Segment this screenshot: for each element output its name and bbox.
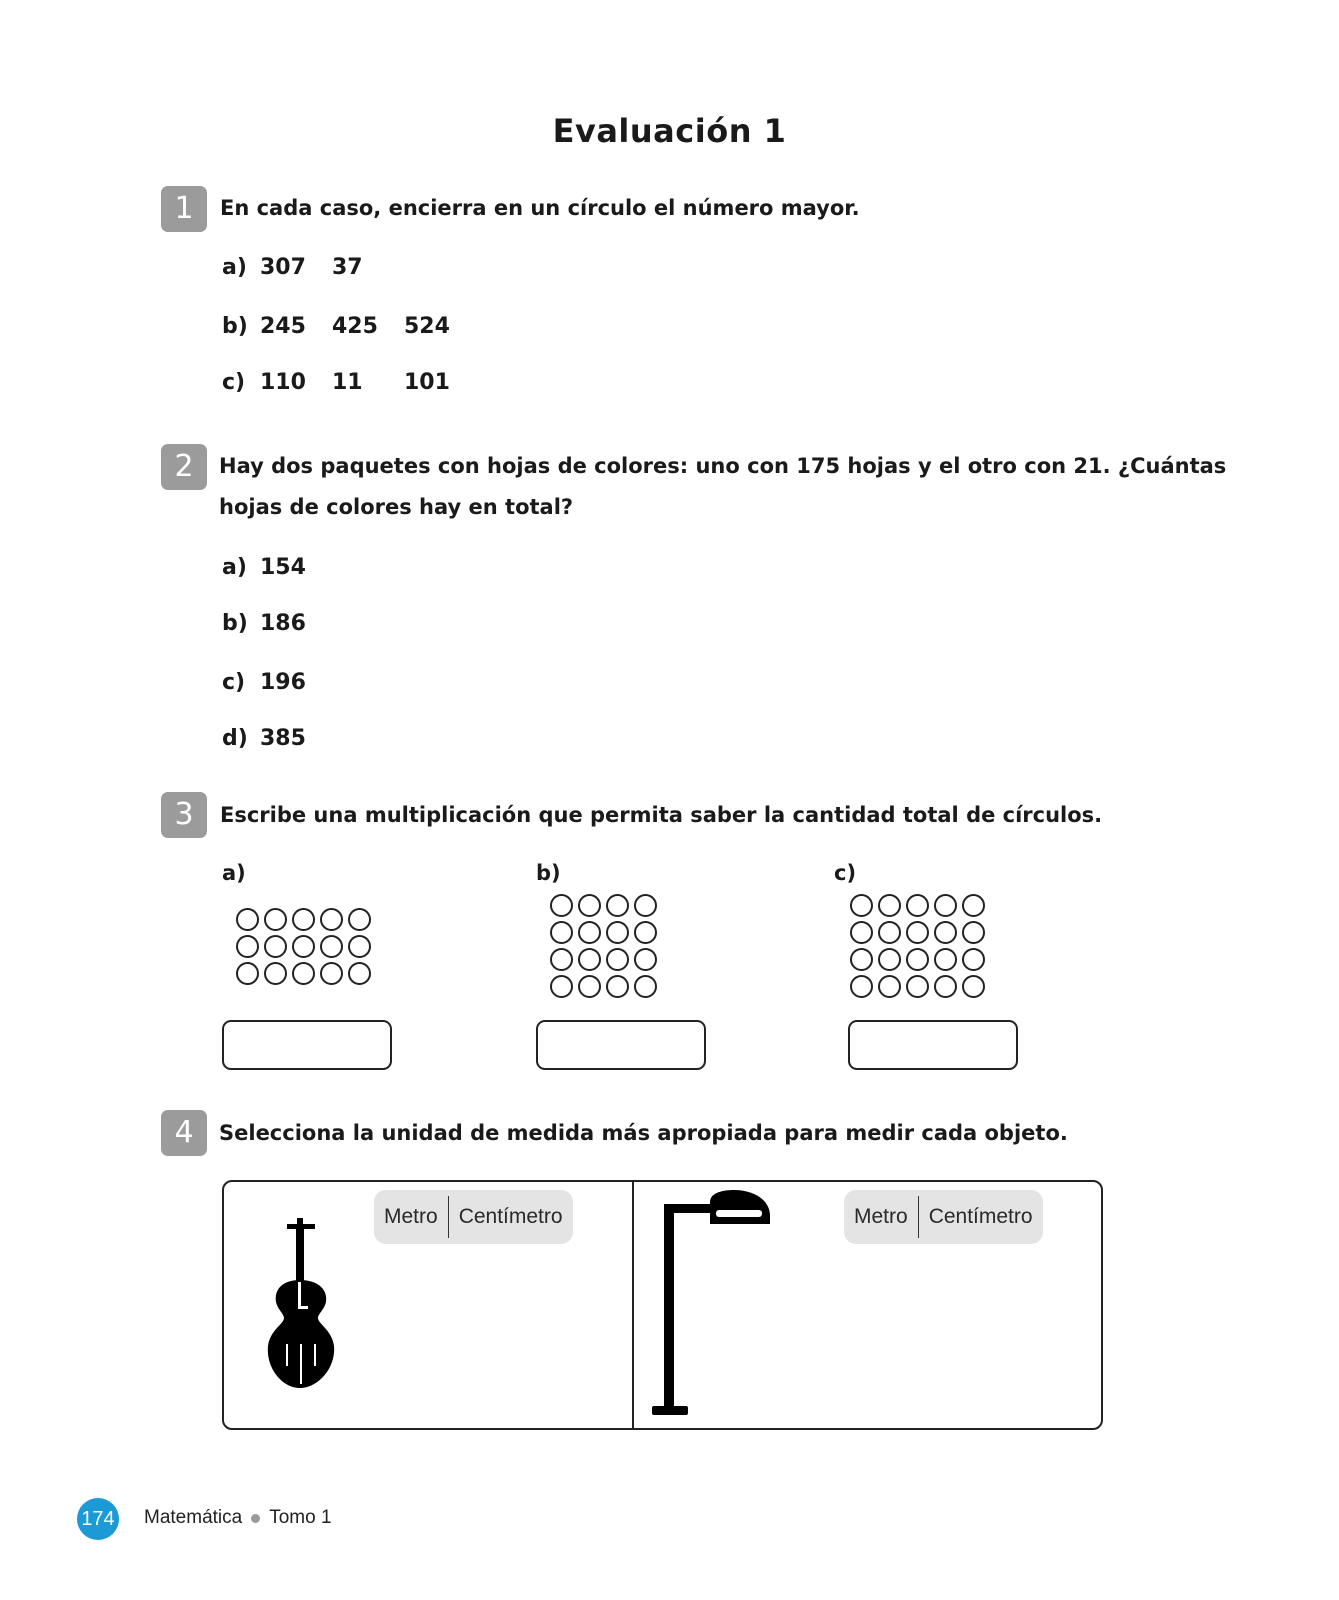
violin-icon bbox=[262, 1216, 342, 1394]
answer-option-b[interactable] bbox=[222, 611, 306, 636]
circle bbox=[962, 975, 985, 998]
footer-label bbox=[144, 1507, 332, 1529]
circle bbox=[906, 948, 929, 971]
volume-label: Tomo 1 bbox=[269, 1507, 332, 1528]
circle bbox=[264, 908, 287, 931]
option-letter: a) bbox=[222, 555, 247, 580]
circle bbox=[934, 948, 957, 971]
item-letter: b) bbox=[222, 314, 248, 339]
number-option[interactable]: 245 bbox=[260, 314, 306, 339]
circle bbox=[264, 935, 287, 958]
option-letter: d) bbox=[222, 726, 248, 751]
array-letter-b: b) bbox=[536, 861, 561, 885]
street-lamp-icon bbox=[650, 1190, 774, 1418]
q1-item-a bbox=[222, 255, 404, 280]
array-letter-a: a) bbox=[222, 861, 246, 885]
circle-array-a bbox=[236, 908, 371, 985]
question-prompt: Escribe una multiplicación que permita saber la cantidad total de círculos. bbox=[220, 803, 1103, 827]
option-value: 186 bbox=[260, 611, 306, 636]
circle bbox=[236, 908, 259, 931]
page-number-badge: 174 bbox=[77, 1498, 119, 1540]
circle bbox=[320, 935, 343, 958]
circle bbox=[934, 975, 957, 998]
circle bbox=[906, 975, 929, 998]
question-number-badge: 4 bbox=[161, 1110, 207, 1156]
circle bbox=[850, 921, 873, 944]
unit-option-metro[interactable]: Metro bbox=[854, 1205, 908, 1228]
circle bbox=[348, 908, 371, 931]
q1-item-b bbox=[222, 314, 476, 339]
circle bbox=[606, 894, 629, 917]
item-letter: c) bbox=[222, 370, 246, 395]
circle bbox=[550, 894, 573, 917]
circle bbox=[878, 975, 901, 998]
question-prompt: Selecciona la unidad de medida más apropiada para medir cada objeto. bbox=[219, 1121, 1068, 1145]
number-option[interactable]: 37 bbox=[332, 255, 363, 280]
option-value: 385 bbox=[260, 726, 306, 751]
circle bbox=[320, 962, 343, 985]
number-option[interactable]: 110 bbox=[260, 370, 306, 395]
circle bbox=[292, 908, 315, 931]
circle bbox=[878, 894, 901, 917]
circle bbox=[578, 948, 601, 971]
circle bbox=[634, 921, 657, 944]
circle bbox=[878, 948, 901, 971]
circle bbox=[348, 935, 371, 958]
circle bbox=[320, 908, 343, 931]
subject-label: Matemática bbox=[144, 1507, 243, 1528]
circle bbox=[634, 975, 657, 998]
circle bbox=[348, 962, 371, 985]
answer-option-a[interactable] bbox=[222, 555, 306, 580]
item-letter: a) bbox=[222, 255, 247, 280]
circle bbox=[578, 975, 601, 998]
unit-selector-violin bbox=[374, 1190, 573, 1244]
array-letter-c: c) bbox=[834, 861, 857, 885]
panel-divider bbox=[632, 1181, 634, 1429]
number-option[interactable]: 425 bbox=[332, 314, 378, 339]
circle bbox=[578, 894, 601, 917]
circle bbox=[962, 894, 985, 917]
circle bbox=[606, 975, 629, 998]
circle bbox=[606, 948, 629, 971]
circle bbox=[850, 975, 873, 998]
bullet-dot-icon bbox=[251, 1514, 260, 1523]
circle bbox=[850, 948, 873, 971]
answer-option-c[interactable] bbox=[222, 670, 306, 695]
question-prompt-line2: hojas de colores hay en total? bbox=[219, 495, 574, 519]
number-option[interactable]: 524 bbox=[404, 314, 450, 339]
q1-item-c bbox=[222, 370, 476, 395]
circle bbox=[236, 962, 259, 985]
option-value: 196 bbox=[260, 670, 306, 695]
question-prompt-line1: Hay dos paquetes con hojas de colores: uno con 175 hojas y el otro con 21. ¿Cuántas bbox=[219, 454, 1227, 478]
circle bbox=[850, 894, 873, 917]
unit-option-metro[interactable]: Metro bbox=[384, 1205, 438, 1228]
option-letter: c) bbox=[222, 670, 246, 695]
circle-array-b bbox=[550, 894, 657, 998]
circle bbox=[634, 894, 657, 917]
circle bbox=[550, 921, 573, 944]
question-number-badge: 2 bbox=[161, 444, 207, 490]
circle bbox=[934, 921, 957, 944]
multiplication-answer-box-a[interactable] bbox=[222, 1020, 392, 1070]
unit-selector-lamp bbox=[844, 1190, 1043, 1244]
circle bbox=[578, 921, 601, 944]
circle bbox=[878, 921, 901, 944]
multiplication-answer-box-b[interactable] bbox=[536, 1020, 706, 1070]
circle bbox=[264, 962, 287, 985]
question-number-badge: 3 bbox=[161, 792, 207, 838]
option-letter: b) bbox=[222, 611, 248, 636]
number-option[interactable]: 307 bbox=[260, 255, 306, 280]
number-option[interactable]: 101 bbox=[404, 370, 450, 395]
unit-option-centimetro[interactable]: Centímetro bbox=[928, 1205, 1033, 1228]
circle bbox=[292, 935, 315, 958]
circle bbox=[550, 975, 573, 998]
circle bbox=[236, 935, 259, 958]
multiplication-answer-box-c[interactable] bbox=[848, 1020, 1018, 1070]
circle bbox=[962, 948, 985, 971]
circle-array-c bbox=[850, 894, 985, 998]
circle bbox=[550, 948, 573, 971]
circle bbox=[292, 962, 315, 985]
circle bbox=[634, 948, 657, 971]
option-value: 154 bbox=[260, 555, 306, 580]
circle bbox=[962, 921, 985, 944]
question-number-badge: 1 bbox=[161, 186, 207, 232]
circle bbox=[934, 894, 957, 917]
circle bbox=[606, 921, 629, 944]
number-option[interactable]: 11 bbox=[332, 370, 363, 395]
circle bbox=[906, 894, 929, 917]
circle bbox=[906, 921, 929, 944]
page-title: Evaluación 1 bbox=[552, 112, 787, 150]
answer-option-d[interactable] bbox=[222, 726, 306, 751]
question-prompt: En cada caso, encierra en un círculo el número mayor. bbox=[220, 196, 860, 220]
unit-option-centimetro[interactable]: Centímetro bbox=[458, 1205, 563, 1228]
